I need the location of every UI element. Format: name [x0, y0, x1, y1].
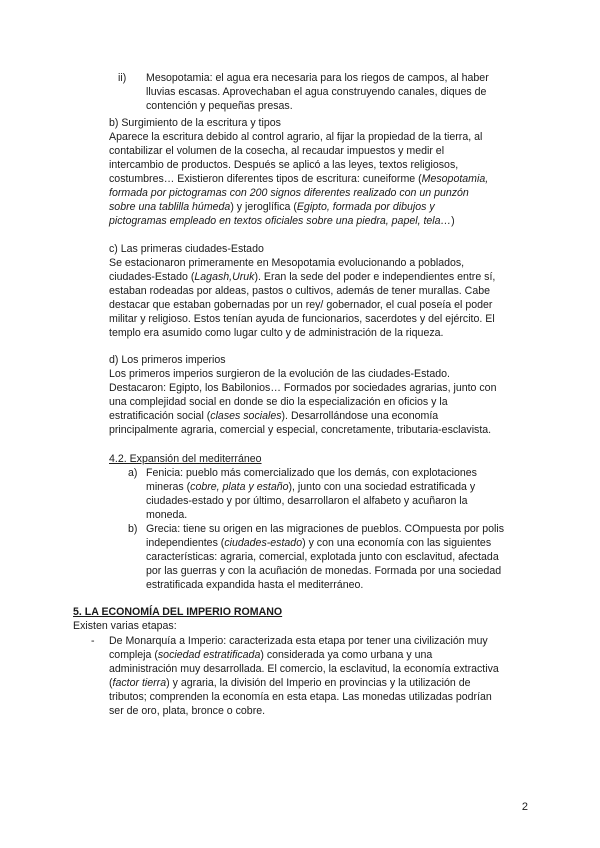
text-line: sobre una tablilla húmeda) y jeroglífica (Egipto, formada por dibujos y [109, 201, 435, 213]
list-item-dash [91, 634, 539, 718]
text-line: ciudades-Estado (Lagash,Uruk). Eran la sede del poder e independientes entre sí, [109, 271, 496, 283]
text-line: formada por pictogramas con 200 signos diferentes realizado con un punzón [109, 187, 469, 199]
page-number: 2 [521, 801, 528, 813]
section-d [109, 353, 529, 437]
text-line: Los primeros imperios surgieron de la evolución de las ciudades-Estado. [109, 368, 450, 380]
list-marker: ii) [118, 72, 127, 84]
text-line: Existen varias etapas: [73, 620, 177, 632]
section-heading: c) Las primeras ciudades-Estado [109, 243, 264, 255]
section-heading: 4.2. Expansión del mediterráneo [109, 453, 262, 465]
text-line: intercambio de productos. Después se aplicó a las leyes, textos religiosos, [109, 159, 459, 171]
text-line: estaban rodeadas por aldeas, pastos o cultivos, además de tener murallas. Cabe [109, 285, 491, 297]
text-line: ciudades-estado y por último, desarrollaron el alfabeto y acuñaron la [146, 495, 468, 507]
text-line: contabilizar el volumen de la cosecha, al recaudar impuestos y medir el [109, 145, 445, 157]
section-heading: b) Surgimiento de la escritura y tipos [109, 117, 281, 129]
list-item-a [128, 466, 546, 522]
text-line: lluvias escasas. Aprovechaban el agua construyendo canales, diques de [146, 86, 487, 98]
text-line: Se estacionaron primeramente en Mesopotamia evolucionando a poblados, [109, 257, 465, 269]
list-marker: b) [128, 523, 138, 535]
text-line: administración muy desarrollada. El comercio, la esclavitud, la economía extractiva [109, 663, 499, 675]
section-4-2-heading [109, 452, 529, 466]
list-item-ii [118, 71, 546, 113]
text-line: características: agraria, comercial, explotada junto con esclavitud, afectada [146, 551, 499, 563]
text-line: pictogramas empleado en textos oficiales sobre una piedra, papel, tela…) [109, 215, 455, 227]
text-line: Aparece la escritura debido al control agrario, al fijar la propiedad de la tierra, al [109, 131, 483, 143]
text-line: tributos; comprenden la economía en esta etapa. Las monedas utilizadas podrían [109, 691, 492, 703]
text-line: principalmente agraria, comercial y especial, concretamente, tributaria-esclavista. [109, 424, 492, 436]
text-line: ser de oro, plata, bronce o cobre. [109, 705, 266, 717]
section-c [109, 242, 529, 340]
text-line: una complejidad social en donde se dio la especialización en oficios y la [109, 396, 448, 408]
text-line: De Monarquía a Imperio: caracterizada esta etapa por tener una civilización muy [109, 635, 488, 647]
text-line: moneda. [146, 509, 188, 521]
text-line: independientes (ciudades-estado) y con una economía con las siguientes [146, 537, 492, 549]
text-line: (factor tierra) y agraria, la división del Imperio en provincias y la utilización de [109, 677, 471, 689]
text-line: mineras (cobre, plata y estaño), junto con una sociedad estratificada y [146, 481, 476, 493]
text-line: contención y pequeñas presas. [146, 100, 293, 112]
text-line: costumbres… Existieron diferentes tipos de escritura: cuneiforme (Mesopotamia, [109, 173, 489, 185]
text-line: Destacaron: Egipto, los Babilonios… Formados por sociedades agrarias, junto con [109, 382, 497, 394]
text-line: militar y religioso. Estos tenían ayuda de funcionarios, sacerdotes y del ejército. El [109, 313, 495, 325]
text-line: por las guerras y con la acuñación de monedas. Formada por una sociedad [146, 565, 502, 577]
section-5 [73, 605, 543, 633]
list-marker: a) [128, 467, 138, 479]
list-item-b [128, 522, 546, 592]
text-line: estratificación social (clases sociales). Desarrollándose una economía [109, 410, 439, 422]
section-heading: d) Los primeros imperios [109, 354, 226, 366]
section-heading: 5. LA ECONOMÍA DEL IMPERIO ROMANO [73, 606, 283, 618]
text-line: destacar que estaban gobernadas por un rey/ gobernador, el cual poseía el poder [109, 299, 493, 311]
text-line: Mesopotamia: el agua era necesaria para los riegos de campos, al haber [146, 72, 489, 84]
text-line: Fenicia: pueblo más comercializado que los demás, con explotaciones [146, 467, 477, 479]
text-line: templo era asumido como lugar culto y de administración de la riqueza. [109, 327, 444, 339]
text-line: compleja (sociedad estratificada) considerada ya como urbana y una [109, 649, 433, 661]
text-line: estratificada expandida hasta el mediterráneo. [146, 579, 364, 591]
section-b [109, 116, 529, 228]
list-marker: - [91, 635, 95, 647]
text-line: Grecia: tiene su origen en las migraciones de pueblos. COmpuesta por polis [146, 523, 505, 535]
